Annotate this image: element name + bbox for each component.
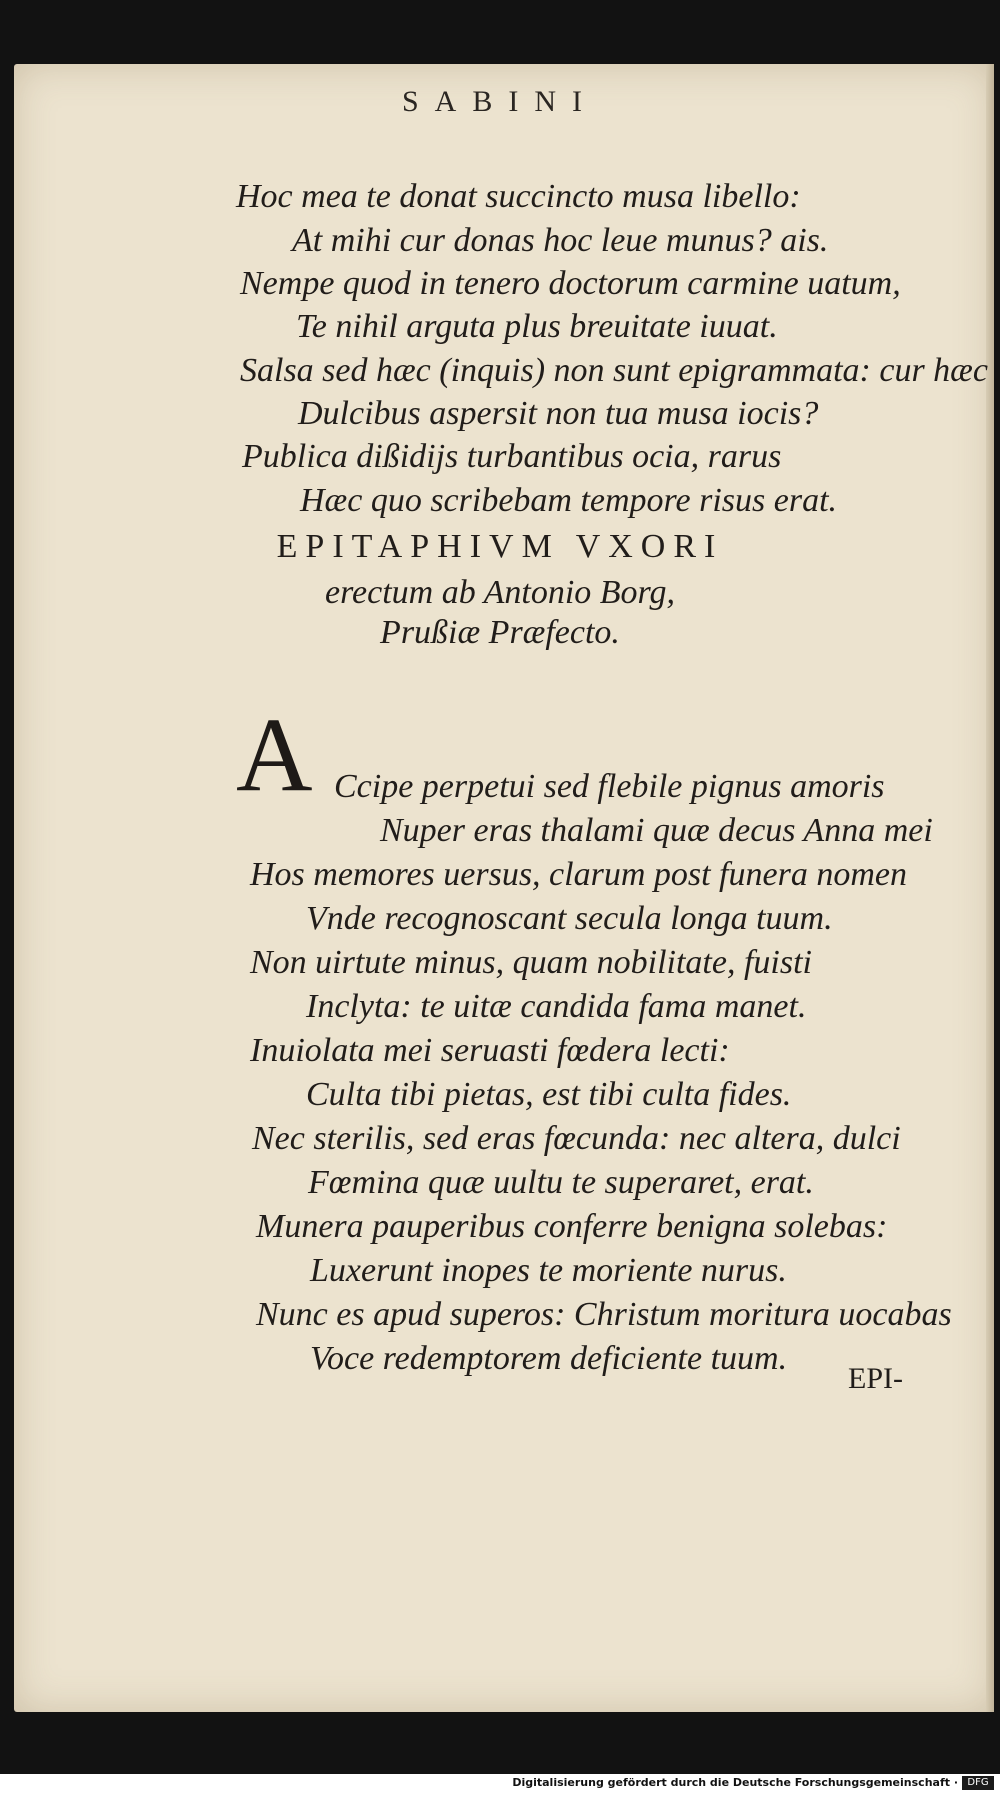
verse-line: Publica dißidijs turbantibus ocia, rarus: [242, 438, 782, 475]
verse-line: Dulcibus aspersit non tua musa iocis?: [298, 395, 819, 432]
epitaph-subtitle: Prußiæ Præfecto.: [380, 614, 620, 651]
verse-line: Ccipe perpetui sed flebile pignus amoris: [334, 768, 885, 805]
epitaph-title: EPITAPHIVM VXORI: [276, 528, 724, 565]
verse-line: Salsa sed hæc (inquis) non sunt epigrammata: cur hæc: [240, 352, 988, 389]
verse-line: Fœmina quæ uultu te superaret, erat.: [308, 1164, 814, 1201]
verse-line: Nunc es apud superos: Christum moritura uocabas: [256, 1296, 952, 1333]
verse-line: At mihi cur donas hoc leue munus? ais.: [292, 222, 829, 259]
verse-line: Non uirtute minus, quam nobilitate, fuisti: [250, 944, 812, 981]
dfg-logo: DFG: [962, 1776, 994, 1790]
verse-line: Culta tibi pietas, est tibi culta fides.: [306, 1076, 792, 1113]
verse-line: Inuiolata mei seruasti fœdera lecti:: [250, 1032, 730, 1069]
verse-line: Nec sterilis, sed eras fœcunda: nec altera, dulci: [252, 1120, 901, 1157]
verse-line: Luxerunt inopes te moriente nurus.: [310, 1252, 787, 1289]
verse-line: Te nihil arguta plus breuitate iuuat.: [296, 308, 778, 345]
running-head: SABINI: [401, 85, 598, 118]
verse-line: Munera pauperibus conferre benigna solebas:: [256, 1208, 888, 1245]
catchword: EPI-: [848, 1362, 903, 1395]
funding-notice: Digitalisierung gefördert durch die Deutsche Forschungsgemeinschaft ·: [512, 1776, 958, 1789]
verse-line: Hæc quo scribebam tempore risus erat.: [300, 482, 838, 519]
page-edge: [986, 64, 994, 1712]
verse-line: Inclyta: te uitæ candida fama manet.: [306, 988, 807, 1025]
verse-line: Voce redemptorem deficiente tuum.: [310, 1340, 788, 1377]
verse-line: Vnde recognoscant secula longa tuum.: [306, 900, 833, 937]
epitaph-subtitle: erectum ab Antonio Borg,: [324, 574, 676, 611]
verse-line: Hos memores uersus, clarum post funera nomen: [250, 856, 907, 893]
verse-line: Nuper eras thalami quæ decus Anna mei: [380, 812, 933, 849]
drop-cap: A: [236, 696, 313, 813]
verse-line: Hoc mea te donat succincto musa libello:: [236, 178, 801, 215]
verse-line: Nempe quod in tenero doctorum carmine uatum,: [240, 265, 901, 302]
